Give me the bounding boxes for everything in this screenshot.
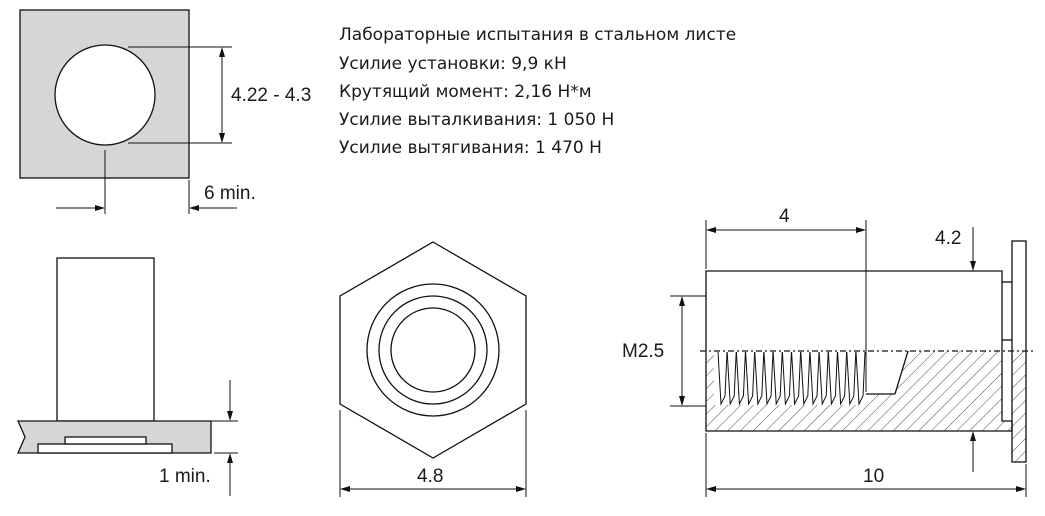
arrowhead — [227, 453, 233, 463]
standoff-flange — [38, 444, 172, 453]
hex-outline — [340, 242, 526, 458]
thread-size-label: M2.5 — [622, 341, 665, 362]
test-results-title: Лабораторные испытания в стальном листе — [339, 25, 737, 45]
head-section — [1012, 351, 1026, 462]
arrowhead — [970, 431, 976, 441]
installed-side-view — [18, 258, 238, 496]
hole-diameter-label: 4.22 - 4.3 — [231, 85, 312, 106]
test-results-block — [339, 25, 736, 158]
spec-line: Усилие установки: 9,9 кН — [339, 54, 567, 74]
arrowhead — [219, 133, 225, 143]
spec-line: Усилие выталкивания: 1 050 Н — [339, 110, 615, 130]
sectional-view — [622, 206, 1034, 497]
mounting-hole — [55, 45, 155, 145]
head-diameter-label: 4.2 — [935, 228, 962, 249]
sheet-thickness-label: 1 min. — [159, 466, 211, 487]
thread-depth-label: 4 — [779, 206, 790, 227]
standoff-body — [57, 258, 154, 421]
hex-across-flats-label: 4.8 — [417, 466, 444, 487]
length-label: 10 — [863, 466, 885, 487]
spec-line: Усилие вытягивания: 1 470 Н — [339, 138, 602, 158]
arrowhead — [679, 396, 685, 406]
arrowhead — [679, 296, 685, 306]
spec-line: Крутящий момент: 2,16 Н*м — [339, 82, 592, 102]
standoff-collar — [65, 437, 146, 444]
arrowhead — [706, 486, 716, 492]
arrowhead — [340, 486, 350, 492]
arrowhead — [189, 205, 199, 211]
arrowhead — [227, 411, 233, 421]
arrowhead — [95, 205, 105, 211]
arrowhead — [706, 227, 716, 233]
arrowhead — [1016, 486, 1026, 492]
hex-end-view — [340, 242, 526, 497]
arrowhead — [856, 227, 866, 233]
arrowhead — [970, 261, 976, 271]
mounting-hole-view — [20, 10, 311, 214]
edge-distance-label: 6 min. — [204, 183, 256, 204]
arrowhead — [219, 47, 225, 57]
arrowhead — [516, 486, 526, 492]
